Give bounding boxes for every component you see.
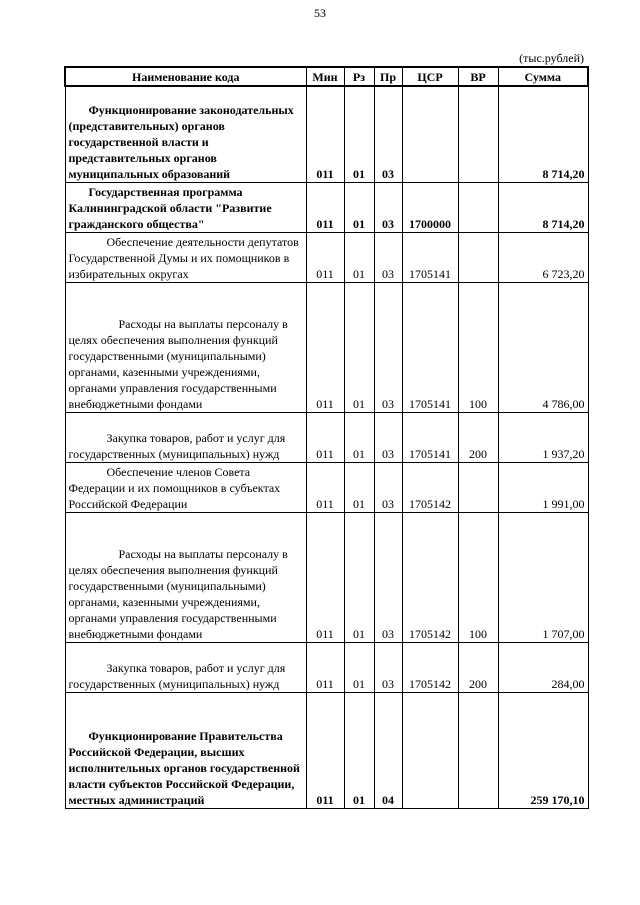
row-csr xyxy=(402,692,458,808)
row-rz: 01 xyxy=(344,232,374,282)
row-csr: 1705142 xyxy=(402,642,458,692)
row-csr: 1705141 xyxy=(402,232,458,282)
row-vr xyxy=(458,462,498,512)
row-min: 011 xyxy=(306,86,344,182)
row-min: 011 xyxy=(306,182,344,232)
row-pr: 03 xyxy=(374,512,402,642)
row-pr: 03 xyxy=(374,412,402,462)
table-row xyxy=(65,182,588,232)
table-row xyxy=(65,512,588,642)
row-rz: 01 xyxy=(344,182,374,232)
row-pr: 03 xyxy=(374,462,402,512)
row-min: 011 xyxy=(306,462,344,512)
row-min: 011 xyxy=(306,282,344,412)
row-sum: 8 714,20 xyxy=(498,86,588,182)
budget-table xyxy=(64,66,589,809)
row-rz: 01 xyxy=(344,282,374,412)
header-sum: Сумма xyxy=(498,67,588,86)
row-vr xyxy=(458,232,498,282)
row-rz: 01 xyxy=(344,642,374,692)
row-rz: 01 xyxy=(344,86,374,182)
row-sum: 8 714,20 xyxy=(498,182,588,232)
row-min: 011 xyxy=(306,642,344,692)
row-name: Расходы на выплаты персоналу в целях обеспечения выполнения функций государственными (муниципальными) органами, казенными учреждениями, органами управления государственными внебюджетными фондами xyxy=(65,512,306,642)
row-name: Обеспечение членов Совета Федерации и их помощников в субъектах Российской Федерации xyxy=(65,462,306,512)
row-csr: 1700000 xyxy=(402,182,458,232)
row-csr: 1705142 xyxy=(402,462,458,512)
row-min: 011 xyxy=(306,692,344,808)
header-csr: ЦСР xyxy=(402,67,458,86)
table-header-row xyxy=(65,67,588,86)
header-min: Мин xyxy=(306,67,344,86)
row-sum: 284,00 xyxy=(498,642,588,692)
row-name: Расходы на выплаты персоналу в целях обеспечения выполнения функций государственными (муниципальными) органами, казенными учреждениями, органами управления государственными внебюджетными фондами xyxy=(65,282,306,412)
table-row xyxy=(65,232,588,282)
units-label: (тыс.рублей) xyxy=(519,51,584,65)
row-vr: 200 xyxy=(458,642,498,692)
row-vr xyxy=(458,86,498,182)
row-sum: 4 786,00 xyxy=(498,282,588,412)
row-pr: 03 xyxy=(374,182,402,232)
row-csr: 1705141 xyxy=(402,282,458,412)
row-min: 011 xyxy=(306,512,344,642)
row-csr: 1705142 xyxy=(402,512,458,642)
header-pr: Пр xyxy=(374,67,402,86)
row-rz: 01 xyxy=(344,462,374,512)
row-pr: 04 xyxy=(374,692,402,808)
row-sum: 259 170,10 xyxy=(498,692,588,808)
row-pr: 03 xyxy=(374,282,402,412)
row-sum: 1 937,20 xyxy=(498,412,588,462)
row-name: Закупка товаров, работ и услуг для государственных (муниципальных) нужд xyxy=(65,412,306,462)
row-rz: 01 xyxy=(344,512,374,642)
row-sum: 1 707,00 xyxy=(498,512,588,642)
row-sum: 6 723,20 xyxy=(498,232,588,282)
table-row xyxy=(65,642,588,692)
row-pr: 03 xyxy=(374,232,402,282)
header-name: Наименование кода xyxy=(65,67,306,86)
table-row xyxy=(65,462,588,512)
row-min: 011 xyxy=(306,232,344,282)
row-vr: 100 xyxy=(458,512,498,642)
row-name: Закупка товаров, работ и услуг для государственных (муниципальных) нужд xyxy=(65,642,306,692)
row-csr: 1705141 xyxy=(402,412,458,462)
row-csr xyxy=(402,86,458,182)
row-name: Функционирование законодательных (представительных) органов государственной власти и представительных органов муниципальных образований xyxy=(65,86,306,182)
table-row xyxy=(65,86,588,182)
table-row xyxy=(65,412,588,462)
row-vr xyxy=(458,182,498,232)
row-pr: 03 xyxy=(374,86,402,182)
row-sum: 1 991,00 xyxy=(498,462,588,512)
row-rz: 01 xyxy=(344,412,374,462)
page-number: 53 xyxy=(314,6,326,20)
row-name: Функционирование Правительства Российской Федерации, высших исполнительных органов государственной власти субъектов Российской Федерации, местных администраций xyxy=(65,692,306,808)
row-min: 011 xyxy=(306,412,344,462)
table-row xyxy=(65,282,588,412)
header-rz: Рз xyxy=(344,67,374,86)
row-vr xyxy=(458,692,498,808)
row-vr: 200 xyxy=(458,412,498,462)
header-vr: ВР xyxy=(458,67,498,86)
table-row xyxy=(65,692,588,808)
row-name: Обеспечение деятельности депутатов Государственной Думы и их помощников в избирательных округах xyxy=(65,232,306,282)
row-vr: 100 xyxy=(458,282,498,412)
row-pr: 03 xyxy=(374,642,402,692)
row-rz: 01 xyxy=(344,692,374,808)
row-name: Государственная программа Калининградской области "Развитие гражданского общества" xyxy=(65,182,306,232)
